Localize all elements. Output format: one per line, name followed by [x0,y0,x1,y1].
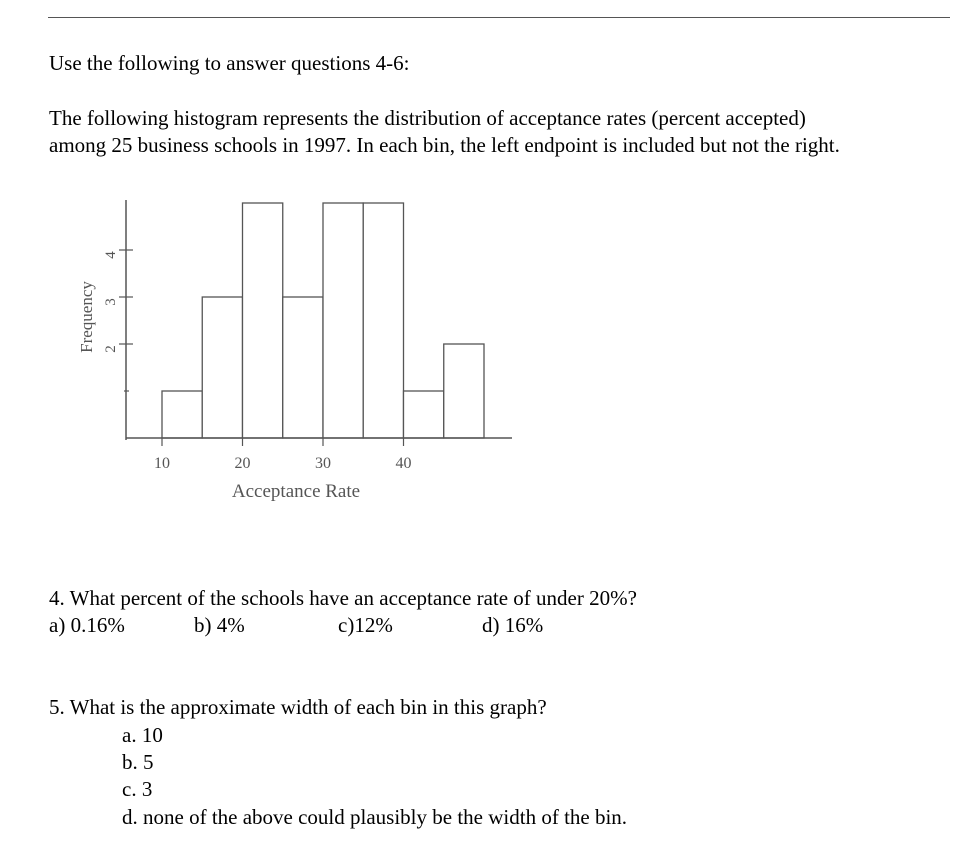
histogram-bar [202,297,242,438]
q4-option-c: c)12% [338,613,393,637]
y-tick-label: 2 [103,345,119,353]
x-tick-label: 30 [315,455,331,472]
description-line-1: The following histogram represents the distribution of acceptance rates (percent accepted) [49,106,806,130]
histogram-bar [444,344,484,438]
q4-option-b: b) 4% [194,613,245,637]
q5-option-a: a. 10 [122,723,163,747]
histogram-bars [162,203,484,438]
x-tick-label: 10 [154,455,170,472]
histogram-bar [162,391,202,438]
description-line-2: among 25 business schools in 1997. In each bin, the left endpoint is included but not the right. [49,133,840,157]
histogram-bar [363,203,403,438]
question-4: 4. What percent of the schools have an acceptance rate of under 20%? [49,586,637,610]
y-axis-label: Frequency [77,281,96,353]
histogram-bar [243,203,283,438]
intro-text: Use the following to answer questions 4-6: [49,51,410,75]
q4-option-d: d) 16% [482,613,544,637]
question-5: 5. What is the approximate width of each bin in this graph? [49,695,547,719]
histogram-bar [323,203,363,438]
x-axis-label: Acceptance Rate [231,481,361,502]
y-tick-label: 4 [103,251,119,259]
q5-option-c: c. 3 [122,777,153,801]
histogram-bar [283,297,323,438]
y-axis-ticks [103,250,133,391]
x-tick-label: 40 [395,455,412,472]
q5-option-d: d. none of the above could plausibly be the width of the bin. [122,805,628,829]
histogram-bar [404,391,444,438]
q4-option-a: a) 0.16% [49,613,125,637]
x-axis-ticks [154,438,412,472]
x-tick-label: 20 [234,455,251,472]
q5-option-b: b. 5 [122,750,154,774]
y-tick-label: 3 [103,298,119,306]
